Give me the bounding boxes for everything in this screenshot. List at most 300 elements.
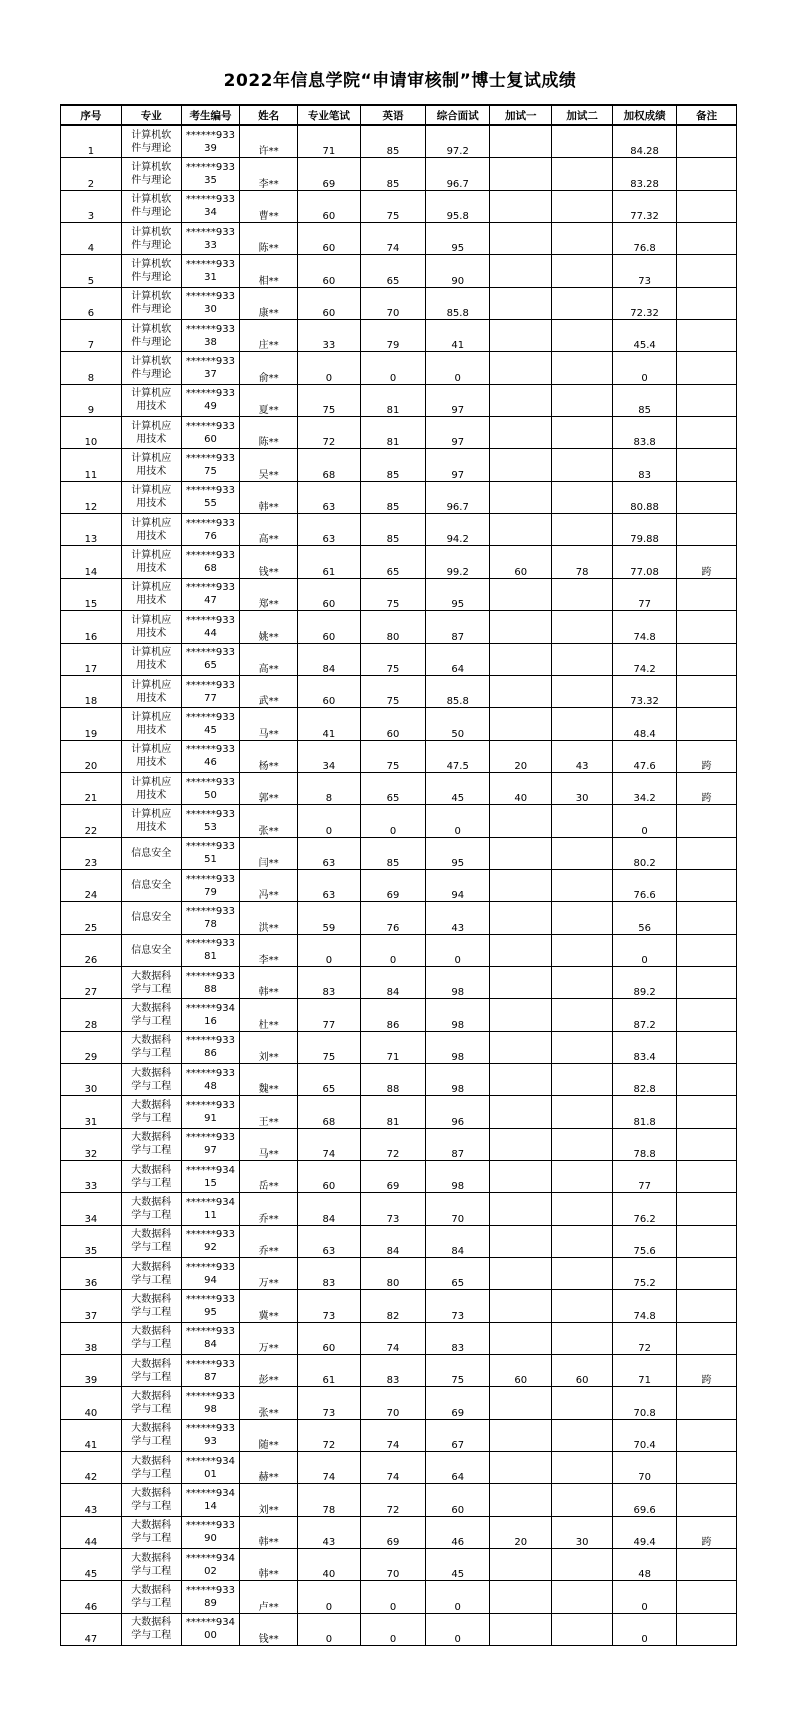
extra-exam-1-cell: 40 [490,772,552,804]
extra-exam-2-cell [552,1549,613,1581]
major-cell-line: 计算机应 [131,517,172,529]
interview-cell: 67 [426,1419,490,1451]
name-cell: 闫** [240,837,298,869]
major-cell-line: 用技术 [136,757,167,769]
extra-exam-2-cell [552,481,613,513]
weighted-score-cell: 56 [613,902,677,934]
note-cell: 跨 [677,1355,737,1387]
candidate-id-cell-line: 55 [204,498,217,510]
interview-cell: 69 [426,1387,490,1419]
extra-exam-2-cell [552,158,613,190]
extra-exam-2-cell [552,352,613,384]
major-cell [121,934,181,966]
interview-cell: 73 [426,1290,490,1322]
candidate-id-cell [181,1096,240,1128]
english-cell: 73 [360,1193,425,1225]
table-row [61,1419,737,1451]
extra-exam-1-cell [490,1613,552,1645]
written-exam-cell: 84 [297,1193,360,1225]
extra-exam-1-cell [490,417,552,449]
written-exam-cell: 72 [297,1419,360,1451]
written-exam-cell: 78 [297,1484,360,1516]
extra-exam-2-cell [552,1031,613,1063]
extra-exam-1-cell [490,805,552,837]
written-exam-cell: 60 [297,287,360,319]
english-cell: 0 [360,1613,425,1645]
candidate-id-cell [181,869,240,901]
name-cell: 马** [240,708,298,740]
english-cell: 72 [360,1128,425,1160]
candidate-id-cell [181,449,240,481]
table-row [61,1613,737,1645]
extra-exam-2-cell [552,578,613,610]
english-cell: 88 [360,1063,425,1095]
extra-exam-1-cell [490,1031,552,1063]
extra-exam-2-cell: 60 [552,1355,613,1387]
candidate-id-cell-line: 91 [204,1112,217,1124]
candidate-id-cell [181,481,240,513]
weighted-score-cell: 48 [613,1549,677,1581]
major-cell-line: 计算机应 [131,485,172,497]
weighted-score-cell: 73.32 [613,675,677,707]
major-cell-line: 件与理论 [131,142,172,154]
interview-cell: 96.7 [426,158,490,190]
candidate-id-cell-line: ******933 [185,323,236,335]
note-cell [677,578,737,610]
weighted-score-cell: 69.6 [613,1484,677,1516]
name-cell: 曹** [240,190,298,222]
note-cell [677,1419,737,1451]
major-cell-line: 大数据科 [131,1520,172,1532]
index-cell: 35 [61,1225,122,1257]
written-exam-cell: 65 [297,1063,360,1095]
english-cell: 0 [360,934,425,966]
major-cell-line: 计算机软 [131,162,172,174]
table-row [61,255,737,287]
major-cell [121,1581,181,1613]
interview-cell: 97 [426,417,490,449]
candidate-id-cell-line: 88 [204,983,217,995]
candidate-id-cell-line: ******933 [185,1261,236,1273]
name-cell: 乔** [240,1193,298,1225]
major-cell-line: 用技术 [136,821,167,833]
index-cell: 28 [61,999,122,1031]
interview-cell: 96 [426,1096,490,1128]
english-cell: 0 [360,352,425,384]
candidate-id-cell [181,352,240,384]
table-row [61,805,737,837]
written-exam-cell: 40 [297,1549,360,1581]
note-cell [677,1063,737,1095]
extra-exam-1-cell [490,352,552,384]
index-cell: 25 [61,902,122,934]
candidate-id-cell-line: 38 [204,336,217,348]
candidate-id-cell-line: 35 [204,175,217,187]
interview-cell: 95 [426,578,490,610]
weighted-score-cell: 0 [613,1613,677,1645]
weighted-score-cell: 34.2 [613,772,677,804]
extra-exam-1-cell [490,966,552,998]
name-cell: 庄** [240,320,298,352]
weighted-score-cell: 76.2 [613,1193,677,1225]
interview-cell: 98 [426,966,490,998]
major-cell [121,417,181,449]
interview-cell: 45 [426,1549,490,1581]
weighted-score-cell: 83 [613,449,677,481]
extra-exam-1-cell [490,611,552,643]
candidate-id-cell-line: 65 [204,660,217,672]
extra-exam-1-cell [490,708,552,740]
extra-exam-2-cell [552,287,613,319]
major-cell-line: 学与工程 [131,1533,172,1545]
candidate-id-cell-line: 30 [204,304,217,316]
english-cell: 85 [360,481,425,513]
extra-exam-2-cell [552,869,613,901]
candidate-id-cell-line: ******933 [185,388,236,400]
candidate-id-cell [181,287,240,319]
major-cell-line: 用技术 [136,498,167,510]
candidate-id-cell [181,772,240,804]
index-cell: 33 [61,1161,122,1193]
table-row [61,190,737,222]
major-cell [121,869,181,901]
english-cell: 76 [360,902,425,934]
table-row [61,481,737,513]
extra-exam-2-cell: 78 [552,546,613,578]
note-cell [677,352,737,384]
candidate-id-cell-line: ******934 [185,1552,236,1564]
candidate-id-cell [181,320,240,352]
header-cell: 专业 [121,105,181,125]
table-row [61,384,737,416]
interview-cell: 87 [426,1128,490,1160]
weighted-score-cell: 0 [613,805,677,837]
candidate-id-cell-line: ******933 [185,1132,236,1144]
major-cell [121,578,181,610]
table-row [61,1161,737,1193]
name-cell: 李** [240,934,298,966]
written-exam-cell: 60 [297,611,360,643]
table-row [61,287,737,319]
written-exam-cell: 63 [297,837,360,869]
weighted-score-cell: 77.08 [613,546,677,578]
weighted-score-cell: 77.32 [613,190,677,222]
candidate-id-cell [181,1031,240,1063]
extra-exam-2-cell [552,675,613,707]
header-cell: 加权成绩 [613,105,677,125]
english-cell: 69 [360,1516,425,1548]
interview-cell: 60 [426,1484,490,1516]
weighted-score-cell: 70.8 [613,1387,677,1419]
candidate-id-cell-line: ******933 [185,1035,236,1047]
page-title: 2022年信息学院“申请审核制”博士复试成绩 [223,71,577,91]
extra-exam-2-cell [552,384,613,416]
english-cell: 81 [360,384,425,416]
candidate-id-cell-line: 51 [204,854,217,866]
extra-exam-2-cell [552,125,613,158]
written-exam-cell: 83 [297,1258,360,1290]
candidate-id-cell-line: 97 [204,1145,217,1157]
table-row [61,1031,737,1063]
name-cell: 韩** [240,481,298,513]
extra-exam-2-cell [552,999,613,1031]
candidate-id-cell [181,1063,240,1095]
candidate-id-cell-line: 44 [204,627,217,639]
note-cell [677,1452,737,1484]
candidate-id-cell-line: ******933 [185,194,236,206]
table-row [61,417,737,449]
table-row [61,1128,737,1160]
name-cell: 郭** [240,772,298,804]
name-cell: 卢** [240,1581,298,1613]
candidate-id-cell [181,514,240,546]
name-cell: 钱** [240,546,298,578]
major-cell-line: 信息安全 [131,912,172,924]
written-exam-cell: 60 [297,675,360,707]
major-cell-line: 大数据科 [131,1294,172,1306]
name-cell: 王** [240,1096,298,1128]
note-cell [677,1096,737,1128]
english-cell: 85 [360,158,425,190]
written-exam-cell: 60 [297,578,360,610]
header-cell: 综合面试 [426,105,490,125]
major-cell-line: 学与工程 [131,1080,172,1092]
written-exam-cell: 71 [297,125,360,158]
written-exam-cell: 0 [297,352,360,384]
candidate-id-cell-line: 68 [204,563,217,575]
major-cell-line: 计算机应 [131,453,172,465]
interview-cell: 95.8 [426,190,490,222]
written-exam-cell: 63 [297,1225,360,1257]
major-cell [121,1549,181,1581]
table-row [61,611,737,643]
candidate-id-cell-line: 39 [204,142,217,154]
name-cell: 杨** [240,740,298,772]
major-cell-line: 计算机软 [131,226,172,238]
weighted-score-cell: 83.4 [613,1031,677,1063]
extra-exam-2-cell: 43 [552,740,613,772]
major-cell-line: 学与工程 [131,1015,172,1027]
english-cell: 70 [360,287,425,319]
name-cell: 冀** [240,1290,298,1322]
index-cell: 24 [61,869,122,901]
index-cell: 34 [61,1193,122,1225]
english-cell: 79 [360,320,425,352]
candidate-id-cell [181,1549,240,1581]
candidate-id-cell [181,934,240,966]
extra-exam-1-cell [490,158,552,190]
candidate-id-cell [181,190,240,222]
name-cell: 洪** [240,902,298,934]
major-cell [121,1290,181,1322]
weighted-score-cell: 73 [613,255,677,287]
extra-exam-1-cell [490,1225,552,1257]
major-cell-line: 大数据科 [131,1002,172,1014]
extra-exam-1-cell [490,1193,552,1225]
weighted-score-cell: 87.2 [613,999,677,1031]
table-row [61,1516,737,1548]
written-exam-cell: 84 [297,643,360,675]
major-cell-line: 大数据科 [131,1617,172,1629]
english-cell: 86 [360,999,425,1031]
note-cell [677,934,737,966]
index-cell: 12 [61,481,122,513]
candidate-id-cell-line: ******933 [185,970,236,982]
major-cell [121,352,181,384]
major-cell-line: 计算机应 [131,776,172,788]
candidate-id-cell-line: 60 [204,433,217,445]
weighted-score-cell: 70.4 [613,1419,677,1451]
extra-exam-1-cell [490,837,552,869]
index-cell: 27 [61,966,122,998]
index-cell: 11 [61,449,122,481]
note-cell: 跨 [677,740,737,772]
interview-cell: 98 [426,999,490,1031]
written-exam-cell: 63 [297,869,360,901]
major-cell-line: 学与工程 [131,983,172,995]
note-cell [677,449,737,481]
interview-cell: 85.8 [426,675,490,707]
major-cell-line: 件与理论 [131,369,172,381]
candidate-id-cell [181,1258,240,1290]
interview-cell: 98 [426,1031,490,1063]
candidate-id-cell [181,1613,240,1645]
candidate-id-cell [181,740,240,772]
major-cell [121,1322,181,1354]
extra-exam-2-cell [552,255,613,287]
weighted-score-cell: 77 [613,578,677,610]
candidate-id-cell-line: 33 [204,239,217,251]
header-row [61,105,737,125]
major-cell-line: 信息安全 [131,880,172,892]
index-cell: 29 [61,1031,122,1063]
note-cell [677,1258,737,1290]
weighted-score-cell: 83.28 [613,158,677,190]
major-cell-line: 学与工程 [131,1598,172,1610]
candidate-id-cell [181,578,240,610]
index-cell: 13 [61,514,122,546]
extra-exam-1-cell [490,1387,552,1419]
extra-exam-1-cell [490,1161,552,1193]
name-cell: 韩** [240,1549,298,1581]
note-cell [677,255,737,287]
name-cell: 张** [240,1387,298,1419]
major-cell-line: 用技术 [136,660,167,672]
interview-cell: 46 [426,1516,490,1548]
extra-exam-1-cell [490,1549,552,1581]
index-cell: 6 [61,287,122,319]
major-cell [121,255,181,287]
name-cell: 许** [240,125,298,158]
name-cell: 李** [240,158,298,190]
note-cell [677,708,737,740]
extra-exam-1-cell: 60 [490,546,552,578]
weighted-score-cell: 0 [613,1581,677,1613]
major-cell-line: 件与理论 [131,207,172,219]
interview-cell: 98 [426,1161,490,1193]
weighted-score-cell: 49.4 [613,1516,677,1548]
index-cell: 5 [61,255,122,287]
extra-exam-2-cell [552,1581,613,1613]
interview-cell: 64 [426,1452,490,1484]
index-cell: 40 [61,1387,122,1419]
major-cell-line: 大数据科 [131,1423,172,1435]
header-cell: 姓名 [240,105,298,125]
major-cell-line: 用技术 [136,530,167,542]
major-cell [121,837,181,869]
table-row [61,675,737,707]
index-cell: 20 [61,740,122,772]
interview-cell: 75 [426,1355,490,1387]
candidate-id-cell-line: ******933 [185,356,236,368]
major-cell-line: 件与理论 [131,239,172,251]
name-cell: 韩** [240,1516,298,1548]
extra-exam-2-cell [552,1063,613,1095]
english-cell: 72 [360,1484,425,1516]
candidate-id-cell [181,1193,240,1225]
candidate-id-cell-line: ******933 [185,614,236,626]
name-cell: 韩** [240,966,298,998]
candidate-id-cell-line: ******933 [185,1326,236,1338]
extra-exam-2-cell [552,611,613,643]
candidate-id-cell [181,158,240,190]
table-row [61,934,737,966]
index-cell: 23 [61,837,122,869]
weighted-score-cell: 82.8 [613,1063,677,1095]
name-cell: 张** [240,805,298,837]
table-row [61,1355,737,1387]
candidate-id-cell-line: 76 [204,530,217,542]
note-cell: 跨 [677,546,737,578]
candidate-id-cell-line: 15 [204,1177,217,1189]
major-cell-line: 计算机软 [131,291,172,303]
extra-exam-2-cell [552,643,613,675]
note-cell [677,158,737,190]
english-cell: 75 [360,643,425,675]
english-cell: 71 [360,1031,425,1063]
candidate-id-cell [181,1419,240,1451]
candidate-id-cell-line: 95 [204,1307,217,1319]
major-cell-line: 学与工程 [131,1630,172,1642]
major-cell-line: 学与工程 [131,1436,172,1448]
index-cell: 26 [61,934,122,966]
major-cell [121,546,181,578]
note-cell [677,384,737,416]
major-cell-line: 大数据科 [131,1132,172,1144]
weighted-score-cell: 75.6 [613,1225,677,1257]
name-cell: 陈** [240,223,298,255]
extra-exam-1-cell [490,675,552,707]
major-cell-line: 用技术 [136,627,167,639]
major-cell-line: 大数据科 [131,1099,172,1111]
candidate-id-cell-line: 00 [204,1630,217,1642]
written-exam-cell: 72 [297,417,360,449]
english-cell: 85 [360,125,425,158]
major-cell [121,1128,181,1160]
major-cell [121,1161,181,1193]
note-cell [677,675,737,707]
candidate-id-cell [181,999,240,1031]
major-cell-line: 件与理论 [131,175,172,187]
weighted-score-cell: 74.8 [613,1290,677,1322]
written-exam-cell: 0 [297,934,360,966]
written-exam-cell: 60 [297,1161,360,1193]
name-cell: 刘** [240,1484,298,1516]
interview-cell: 0 [426,352,490,384]
table-row [61,837,737,869]
candidate-id-cell [181,1387,240,1419]
note-cell [677,611,737,643]
